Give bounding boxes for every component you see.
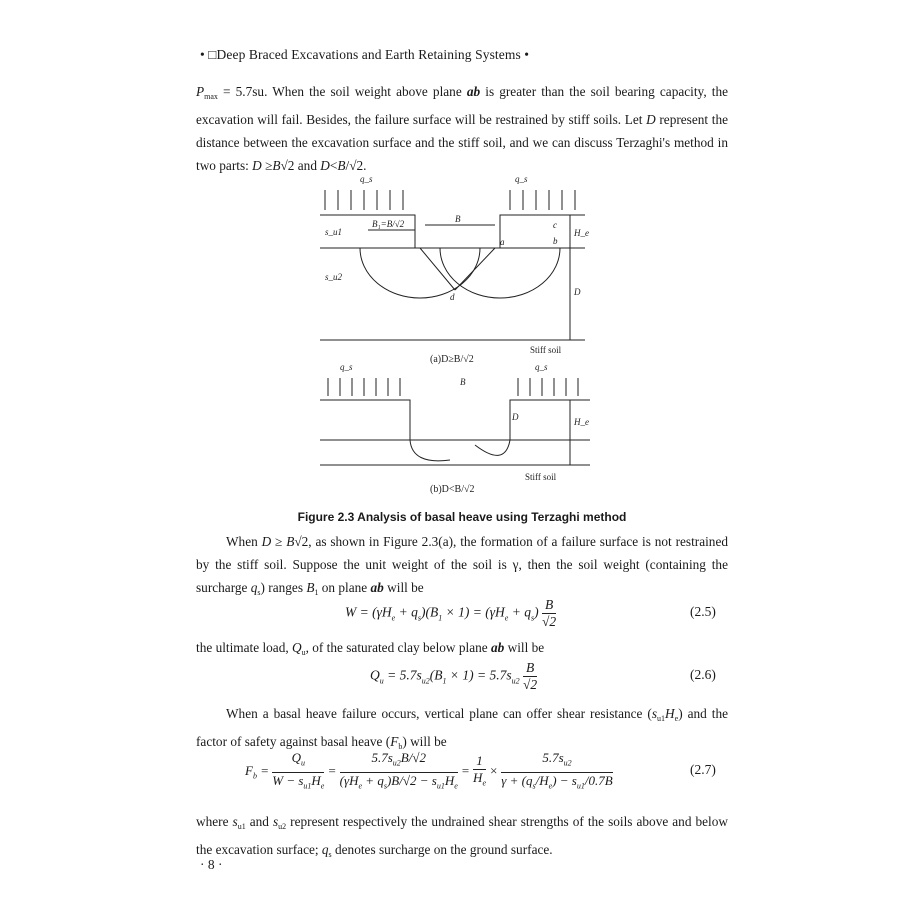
paragraph-4: When a basal heave failure occurs, vertical plane can offer shear resistance $(s_{u1}H_e)$ and the factor of safety against basal heave $(F_b)$ will be [196,706,728,751]
fig-a-caption: (a)D≥B/√2 [430,354,474,365]
paragraph-3: the ultimate load, $Q_u$, of the saturated clay below plane ab will be [196,640,545,657]
equation-2-6: $Q_u = 5.7s_{u2}(B_1 \times 1) = 5.7s_{u2}$ $\frac{B}{√2}$ [370,660,538,692]
fig-b-label-stiff: Stiff soil [525,472,557,482]
equation-number-2-5: (2.5) [690,604,716,619]
paragraph-5: where $s_{u1}$ and $s_{u2}$ represent respectively the undrained shear strengths of the soils above and below the excavation surface; $q_s$ denotes surcharge on the ground surface. [196,814,728,859]
figure-2-3 [300,170,620,500]
fig-a-failure-arc-right [440,248,560,298]
fig-a-label-qs-right: q_s [515,174,528,184]
paragraph-1: $P_{max} = 5.7su$. When the soil weight above plane ab is greater than the soil bearing capacity, the excavation will fail. Besides, the failure surface will be restrained by stiff soils. Let D represent the distance between the excavation surface and the stiff soil, and we can discuss Terzaghi's method in two parts: D ≥B√2 and D<B/√2. [196,84,729,173]
equation-2-7: $F_b$ = $\frac{Q_u}{W - s_{u1}H_e}$ = $\frac{5.7s_{u2}B/√2}{(\gamma H_e + q_s)B/√2 - s_{u1}H_e}$ = $\frac{1}{H_e}$ × $\frac{5.7s_{u2}}{\gamma + (q_s/H_e) - s_{u1}/0.7B}$ [245,750,613,791]
fig-b-failure-right [475,440,510,455]
fig-a-label-stiff: Stiff soil [530,345,562,355]
fig-a-label-B: B [455,214,461,224]
fig-b-ground-line [320,400,590,440]
fig-a-label-He: H_e [574,228,589,238]
page-number: · 8 · [200,857,223,872]
fig-a-label-a: a [500,237,505,247]
fig-a-label-B1: B₁=B/√2 [372,219,405,229]
fig-a-label-b: b [553,236,558,246]
fig-b-label-D: D [512,412,519,422]
fig-b-failure-left [410,440,450,461]
equation-number-2-7: (2.7) [690,762,716,777]
fig-a-label-su2: s_u2 [325,272,343,282]
fig-b-label-qs: q_s [340,362,353,372]
fig-a-label-D: D [574,287,581,297]
fig-a-line-ad [420,248,455,290]
fig-a-label-c: c [553,220,557,230]
fig-b-caption: (b)D<B/√2 [430,484,475,495]
running-header: • □Deep Braced Excavations and Earth Retaining Systems • [200,47,530,62]
fig-a-label-su1: s_u1 [325,227,343,237]
fig-a-surcharge-arrows-left [325,190,403,210]
equation-2-5: $W = (\gamma H_e + q_s)(B_1 \times 1) = (\gamma H_e + q_s)$ $\frac{B}{√2}$ [345,597,557,629]
figure-caption: Figure 2.3 Analysis of basal heave using Terzaghi method [297,510,627,524]
paragraph-2: When D ≥ B√2, as shown in Figure 2.3(a), the formation of a failure surface is not restrained by the stiff soil. Suppose the unit weight of the soil is γ, then the soil weight (containing the surcharge $q_s$) ranges $B_1$ on plane ab will be [196,534,729,597]
equation-number-2-6: (2.6) [690,667,716,682]
fig-b-label-He: H_e [574,417,589,427]
fig-a-label-qs: q_s [360,174,373,184]
fig-b-label-qs-right: q_s [535,362,548,372]
fig-a-surcharge-arrows-right [510,190,575,210]
fig-b-label-B: B [460,377,466,387]
fig-a-failure-arc-left [360,248,480,298]
fig-a-ground-line [320,215,585,248]
fig-a-label-d: d [450,292,455,302]
